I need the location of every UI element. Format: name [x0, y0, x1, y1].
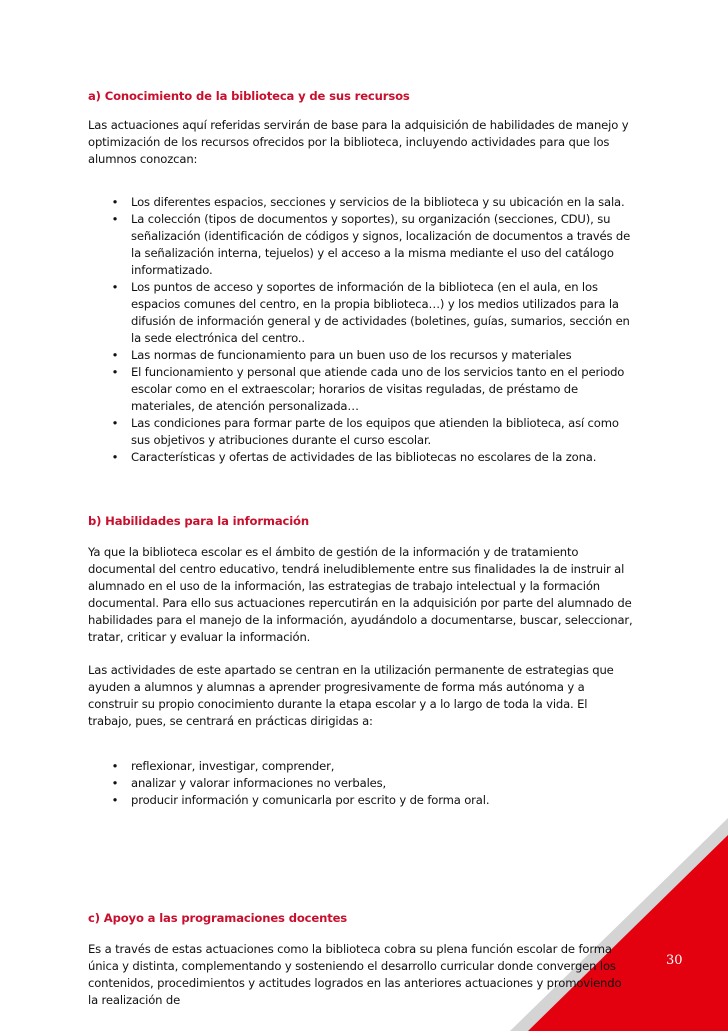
- section-b: [88, 513, 634, 809]
- bullet-icon: •: [111, 793, 119, 807]
- bullet-icon: •: [111, 759, 119, 773]
- list-item: • Los diferentes espacios, secciones y servicios de la biblioteca y su ubicación en la sala.: [88, 194, 634, 211]
- section-b-list: [88, 758, 634, 809]
- list-item: • Características y ofertas de actividades de las bibliotecas no escolares de la zona.: [88, 449, 634, 466]
- section-a-list: [88, 194, 634, 466]
- page-number: 30: [666, 953, 683, 968]
- section-b-title: b) Habilidades para la información: [88, 514, 309, 528]
- bullet-icon: •: [111, 365, 119, 379]
- bullet-icon: •: [111, 280, 119, 294]
- section-a: [88, 88, 634, 466]
- bullet-icon: •: [111, 450, 119, 464]
- section-c: [88, 910, 634, 1009]
- section-c-paragraph-1: Es a través de estas actuaciones como la biblioteca cobra su plena función escolar de forma única y distinta, complementando y sosteniendo el desarrollo curricular donde convergen los contenidos, procedimientos y actitudes logrados en las anteriores actuaciones y promoviendo la realización de: [88, 942, 622, 1007]
- bullet-icon: •: [111, 776, 119, 790]
- list-item: • analizar y valorar informaciones no verbales,: [88, 775, 634, 792]
- bullet-icon: •: [111, 416, 119, 430]
- list-item: • Los puntos de acceso y soportes de información de la biblioteca (en el aula, en los espacios comunes del centro, en la propia biblioteca…) y los medios utilizados para la difusión de información general y de actividades (boletines, guías, sumarios, sección en la sede electrónica del centro..: [88, 279, 634, 347]
- list-item: • Las normas de funcionamiento para un buen uso de los recursos y materiales: [88, 347, 634, 364]
- list-item: • producir información y comunicarla por escrito y de forma oral.: [88, 792, 634, 809]
- section-b-paragraph-1: Ya que la biblioteca escolar es el ámbito de gestión de la información y de tratamiento documental del centro educativo, tendrá ineludiblemente entre sus finalidades la de instruir al alumnado en el uso de la información, las estrategias de trabajo intelectual y la formación documental. Para ello sus actuaciones repercutirán en la adquisición por parte del alumnado de habilidades para el manejo de la información, ayudándolo a documentarse, buscar, seleccionar, tratar, criticar y evaluar la información.: [88, 545, 633, 644]
- section-a-intro: Las actuaciones aquí referidas servirán de base para la adquisición de habilidades de manejo y optimización de los recursos ofrecidos por la biblioteca, incluyendo actividades para que los alumnos conozcan:: [88, 118, 629, 166]
- list-item: • El funcionamiento y personal que atiende cada uno de los servicios tanto en el periodo escolar como en el extraescolar; horarios de visitas reguladas, de préstamo de materiales, de atención personalizada…: [88, 364, 634, 415]
- page-content: [88, 88, 634, 1009]
- list-item: • Las condiciones para formar parte de los equipos que atienden la biblioteca, así como sus objetivos y atribuciones durante el curso escolar.: [88, 415, 634, 449]
- section-a-title: a) Conocimiento de la biblioteca y de sus recursos: [88, 89, 410, 103]
- section-c-title: c) Apoyo a las programaciones docentes: [88, 911, 348, 925]
- bullet-icon: •: [111, 195, 119, 209]
- bullet-icon: •: [111, 348, 119, 362]
- list-item: • reflexionar, investigar, comprender,: [88, 758, 634, 775]
- list-item: • La colección (tipos de documentos y soportes), su organización (secciones, CDU), su señalización (identificación de códigos y signos, localización de documentos a través de la señalización interna, tejuelos) y el acceso a la misma mediante el uso del catálogo informatizado.: [88, 211, 634, 279]
- bullet-icon: •: [111, 212, 119, 226]
- section-b-paragraph-2: Las actividades de este apartado se centran en la utilización permanente de estrategias que ayuden a alumnos y alumnas a aprender progresivamente de forma más autónoma y a construir su propio conocimiento durante la etapa escolar y a lo largo de toda la vida. El trabajo, pues, se centrará en prácticas dirigidas a:: [88, 663, 614, 728]
